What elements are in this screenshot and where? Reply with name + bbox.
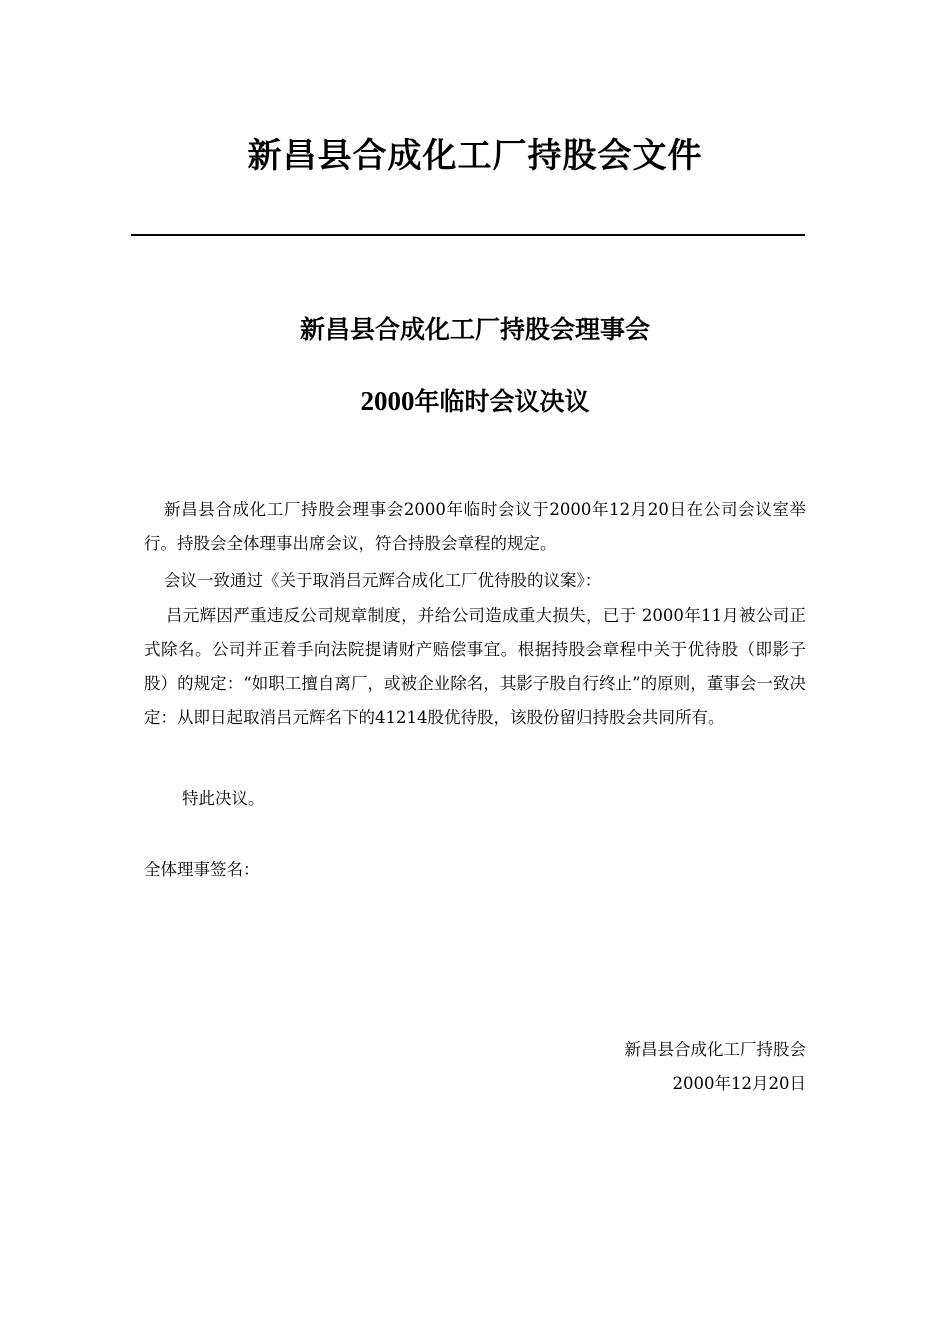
body-paragraph-3: 吕元辉因严重违反公司规章制度，并给公司造成重大损失，已于 2000年11月被公司正式除名。公司并正着手向法院提请财产赔偿事宜。根据持股会章程中关于优待股（即影子股）的规定：“如职工擅自离厂，或被企业除名，其影子股自行终止”的原则，董事会一致决定：从即日起取消吕元辉名下的41214股优待股，该股份留归持股会共同所有。 — [144, 606, 806, 727]
footer-date: 2000年12月20日 — [672, 1074, 806, 1093]
footer-organization: 新昌县合成化工厂持股会 — [624, 1040, 806, 1059]
signature-label: 全体理事签名： — [144, 860, 260, 879]
body-paragraph-1: 新昌县合成化工厂持股会理事会2000年临时会议于2000年12月20日在公司会议室举行。持股会全体理事出席会议，符合持股会章程的规定。 — [144, 500, 806, 553]
resolution-title-text: 年临时会议决议 — [414, 387, 590, 416]
resolution-title-line2 — [0, 382, 950, 418]
body-paragraph-2: 会议一致通过《关于取消吕元辉合成化工厂优待股的议案》： — [164, 571, 602, 590]
resolution-title-year: 2000 — [360, 386, 415, 416]
header-divider — [131, 234, 805, 236]
body-paragraph-4: 特此决议。 — [182, 789, 265, 808]
resolution-title-line1: 新昌县合成化工厂持股会理事会 — [299, 315, 650, 344]
document-header-title: 新昌县合成化工厂持股会文件 — [247, 136, 703, 176]
